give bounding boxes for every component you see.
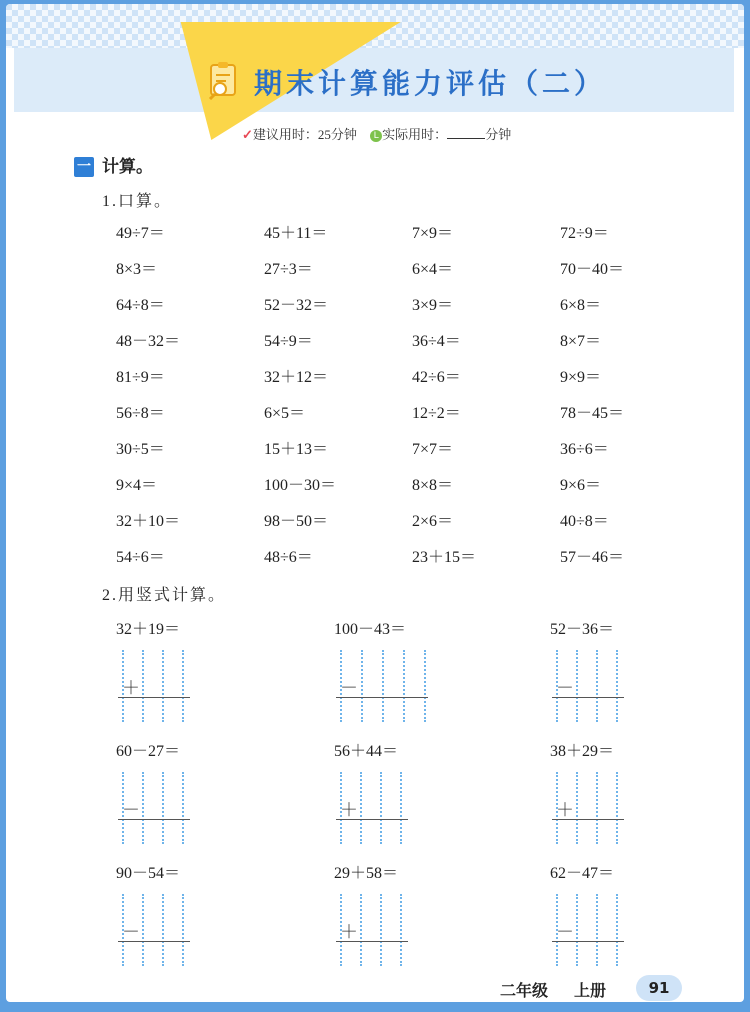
digit-column-line xyxy=(576,894,578,966)
oral-exercise: 2×6＝ xyxy=(412,513,454,530)
oral-exercise: 49÷7＝ xyxy=(116,225,165,242)
vertical-heading: 2.用竖式计算。 xyxy=(102,587,227,604)
digit-column-line xyxy=(424,650,426,722)
digit-column-line xyxy=(142,650,144,722)
oral-exercise: 9×9＝ xyxy=(560,369,602,386)
footer-volume: 上册 xyxy=(574,981,607,1000)
oral-exercise: 6×4＝ xyxy=(412,261,454,278)
vertical-answer-grid[interactable] xyxy=(336,894,408,966)
vertical-exercise: 56＋44＝ xyxy=(334,743,399,760)
oral-exercise: 3×9＝ xyxy=(412,297,454,314)
vertical-exercise: 52－36＝ xyxy=(550,621,615,638)
section-number: 一 xyxy=(74,157,94,177)
digit-column-line xyxy=(400,894,402,966)
digit-column-line xyxy=(596,894,598,966)
clock-icon: L xyxy=(370,130,382,142)
plus-sign: ＋ xyxy=(340,922,358,942)
digit-column-line xyxy=(182,650,184,722)
section-title: 计算。 xyxy=(102,157,153,177)
vertical-exercise: 62－47＝ xyxy=(550,865,615,882)
oral-exercise: 54÷9＝ xyxy=(264,333,313,350)
oral-exercise: 40÷8＝ xyxy=(560,513,609,530)
digit-column-line xyxy=(400,772,402,844)
oral-exercise: 30÷5＝ xyxy=(116,441,165,458)
oral-exercise: 56÷8＝ xyxy=(116,405,165,422)
digit-column-line xyxy=(596,650,598,722)
section-heading xyxy=(74,152,153,177)
vertical-exercise: 32＋19＝ xyxy=(116,621,181,638)
actual-time-unit: 分钟 xyxy=(485,127,512,142)
oral-exercise: 9×4＝ xyxy=(116,477,158,494)
oral-exercise: 27÷3＝ xyxy=(264,261,313,278)
vertical-exercise: 100－43＝ xyxy=(334,621,407,638)
vertical-answer-grid[interactable] xyxy=(336,772,408,844)
digit-column-line xyxy=(360,772,362,844)
digit-column-line xyxy=(616,772,618,844)
oral-exercise: 32＋12＝ xyxy=(264,369,329,386)
oral-exercise: 32＋10＝ xyxy=(116,513,181,530)
suggested-time: 建议用时：25分钟 xyxy=(252,127,357,142)
actual-time-label: 实际用时： xyxy=(382,127,448,142)
oral-exercise: 7×9＝ xyxy=(412,225,454,242)
time-info xyxy=(242,124,511,143)
digit-column-line xyxy=(616,650,618,722)
page-title: 期末计算能力评估（二） xyxy=(254,67,607,100)
clipboard-magnifier-icon xyxy=(206,60,242,100)
oral-exercise: 12÷2＝ xyxy=(412,405,461,422)
digit-column-line xyxy=(162,650,164,722)
digit-column-line xyxy=(361,650,363,722)
vertical-answer-grid[interactable] xyxy=(118,894,190,966)
digit-column-line xyxy=(596,772,598,844)
plus-sign: ＋ xyxy=(556,800,574,820)
digit-column-line xyxy=(616,894,618,966)
oral-exercise: 6×8＝ xyxy=(560,297,602,314)
vertical-exercise: 38＋29＝ xyxy=(550,743,615,760)
plus-sign: ＋ xyxy=(340,800,358,820)
vertical-exercise: 90－54＝ xyxy=(116,865,181,882)
oral-exercise: 45＋11＝ xyxy=(264,225,328,242)
digit-column-line xyxy=(182,772,184,844)
vertical-answer-grid[interactable] xyxy=(118,772,190,844)
digit-column-line xyxy=(162,894,164,966)
oral-exercise: 48÷6＝ xyxy=(264,549,313,566)
digit-column-line xyxy=(162,772,164,844)
digit-column-line xyxy=(403,650,405,722)
minus-sign: － xyxy=(122,800,140,820)
digit-column-line xyxy=(576,772,578,844)
check-icon: ✓ xyxy=(242,127,253,142)
digit-column-line xyxy=(380,772,382,844)
digit-column-line xyxy=(382,650,384,722)
oral-exercise: 8×7＝ xyxy=(560,333,602,350)
oral-exercise: 8×3＝ xyxy=(116,261,158,278)
oral-exercise: 54÷6＝ xyxy=(116,549,165,566)
digit-column-line xyxy=(142,894,144,966)
oral-heading: 1.口算。 xyxy=(102,193,173,210)
vertical-answer-grid[interactable] xyxy=(552,772,624,844)
oral-exercise: 42÷6＝ xyxy=(412,369,461,386)
minus-sign: － xyxy=(556,922,574,942)
actual-time-blank[interactable] xyxy=(447,138,485,139)
oral-exercise: 64÷8＝ xyxy=(116,297,165,314)
oral-exercise: 9×6＝ xyxy=(560,477,602,494)
oral-exercise: 98－50＝ xyxy=(264,513,329,530)
digit-column-line xyxy=(576,650,578,722)
digit-column-line xyxy=(182,894,184,966)
digit-column-line xyxy=(142,772,144,844)
vertical-answer-grid[interactable] xyxy=(552,894,624,966)
oral-exercise: 70－40＝ xyxy=(560,261,625,278)
plus-sign: ＋ xyxy=(122,678,140,698)
oral-exercise: 57－46＝ xyxy=(560,549,625,566)
minus-sign: － xyxy=(340,678,358,698)
oral-exercise: 36÷4＝ xyxy=(412,333,461,350)
oral-exercise: 8×8＝ xyxy=(412,477,454,494)
oral-exercise: 78－45＝ xyxy=(560,405,625,422)
minus-sign: － xyxy=(556,678,574,698)
page-number: 91 xyxy=(636,975,682,1001)
minus-sign: － xyxy=(122,922,140,942)
vertical-answer-grid[interactable] xyxy=(336,650,428,722)
oral-exercise: 100－30＝ xyxy=(264,477,337,494)
oral-exercise: 36÷6＝ xyxy=(560,441,609,458)
oral-exercise: 15＋13＝ xyxy=(264,441,329,458)
oral-exercise: 23＋15＝ xyxy=(412,549,477,566)
vertical-answer-grid[interactable] xyxy=(552,650,624,722)
oral-exercise: 6×5＝ xyxy=(264,405,306,422)
vertical-exercise: 60－27＝ xyxy=(116,743,181,760)
oral-exercise: 81÷9＝ xyxy=(116,369,165,386)
footer-grade: 二年级 xyxy=(500,981,549,1000)
digit-column-line xyxy=(360,894,362,966)
oral-exercise: 72÷9＝ xyxy=(560,225,609,242)
oral-exercise: 52－32＝ xyxy=(264,297,329,314)
digit-column-line xyxy=(380,894,382,966)
vertical-answer-grid[interactable] xyxy=(118,650,190,722)
oral-exercise: 7×7＝ xyxy=(412,441,454,458)
oral-exercise: 48－32＝ xyxy=(116,333,181,350)
worksheet-page xyxy=(6,4,744,1002)
vertical-exercise: 29＋58＝ xyxy=(334,865,399,882)
